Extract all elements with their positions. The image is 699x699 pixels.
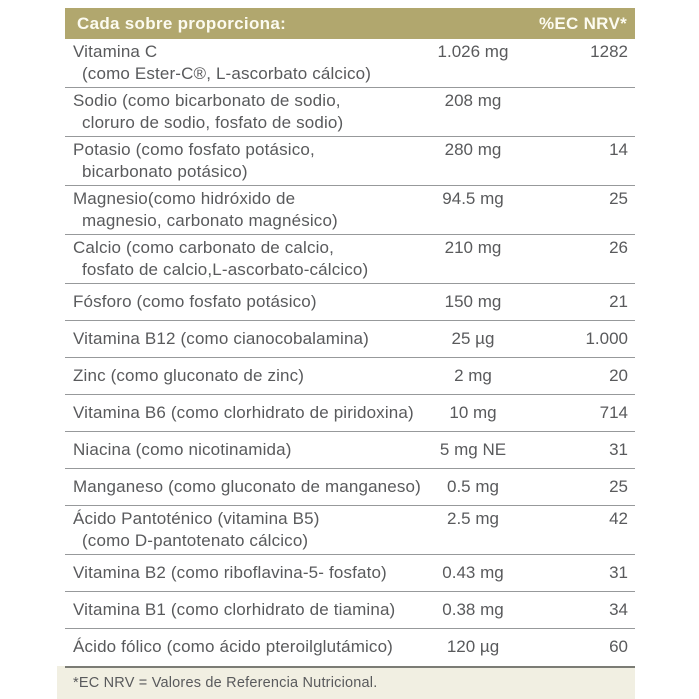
nutrient-nrv: 26 <box>609 238 628 257</box>
nutrient-rows <box>65 39 635 665</box>
table-row <box>65 137 635 186</box>
nutrient-name-line1: Vitamina B2 (como riboflavina-5- fosfato) <box>73 563 387 582</box>
table-row <box>65 592 635 629</box>
nutrient-nrv: 25 <box>609 477 628 496</box>
nutrient-name <box>65 439 423 461</box>
table-header-title: Cada sobre proporciona: <box>77 13 287 33</box>
nutrient-name-line1: Fósforo (como fosfato potásico) <box>73 292 317 311</box>
nutrient-name <box>65 188 423 232</box>
table-header-nrv-label: %EC NRV* <box>538 13 627 33</box>
nutrient-name <box>65 237 423 281</box>
nutrient-amount: 1.026 mg <box>437 42 509 61</box>
nutrient-amount: 5 mg NE <box>439 440 507 459</box>
nutrient-amount: 280 mg <box>444 140 502 159</box>
table-row <box>65 321 635 358</box>
nutrient-name-line1: Vitamina C <box>73 42 158 61</box>
table-row <box>65 358 635 395</box>
nutrient-name-line1: Vitamina B12 (como cianocobalamina) <box>73 329 369 348</box>
nutrient-name <box>65 636 423 658</box>
nutrient-nrv: 1282 <box>590 42 628 61</box>
nutrient-amount: 2.5 mg <box>447 509 499 528</box>
nutrient-name <box>65 599 423 621</box>
footnote-text: *EC NRV = Valores de Referencia Nutricional. <box>73 675 378 691</box>
table-row <box>65 235 635 284</box>
nutrient-amount: 10 mg <box>449 403 497 422</box>
nutrient-name-line2: fosfato de calcio,L-ascorbato-cálcico) <box>82 260 369 279</box>
nutrient-name <box>65 402 423 424</box>
nutrient-amount: 94.5 mg <box>442 189 504 208</box>
table-row <box>65 469 635 506</box>
nutrient-nrv: 60 <box>609 637 628 656</box>
table-row <box>65 186 635 235</box>
nutrient-amount: 0.5 mg <box>447 477 499 496</box>
nutrient-nrv: 14 <box>609 140 628 159</box>
nutrient-amount: 0.43 mg <box>442 563 504 582</box>
nutrient-name <box>65 41 423 85</box>
nutrient-amount: 2 mg <box>454 366 492 385</box>
nutrient-name-line1: Magnesio(como hidróxido de <box>73 189 296 208</box>
nutrient-nrv: 21 <box>609 292 628 311</box>
table-row <box>65 395 635 432</box>
nutrient-name-line1: Zinc (como gluconato de zinc) <box>73 366 305 385</box>
table-row <box>65 506 635 555</box>
nutrient-name-line1: Niacina (como nicotinamida) <box>73 440 292 459</box>
table-row <box>65 432 635 469</box>
nutrient-name-line1: Manganeso (como gluconato de manganeso) <box>73 477 421 496</box>
table-row <box>65 555 635 592</box>
table-row <box>65 39 635 88</box>
nutrient-name <box>65 508 423 552</box>
nutrient-nrv: 1.000 <box>585 329 628 348</box>
nutrient-name <box>65 291 423 313</box>
footnote-divider <box>65 666 635 668</box>
nutrient-name-line1: Calcio (como carbonato de calcio, <box>73 238 335 257</box>
nutrient-nrv: 34 <box>609 600 628 619</box>
table-row <box>65 88 635 137</box>
nutrition-table <box>65 8 635 665</box>
nutrient-name <box>65 562 423 584</box>
nutrient-nrv: 714 <box>599 403 628 422</box>
nutrient-name-line2: cloruro de sodio, fosfato de sodio) <box>82 113 344 132</box>
nutrient-nrv: 31 <box>609 440 628 459</box>
nutrient-name <box>65 365 423 387</box>
nutrient-amount: 120 µg <box>446 637 500 656</box>
nutrient-amount: 208 mg <box>444 91 502 110</box>
nutrient-name <box>65 139 423 183</box>
table-row <box>65 629 635 665</box>
nutrient-name-line1: Vitamina B1 (como clorhidrato de tiamina) <box>73 600 396 619</box>
nutrient-name-line2: magnesio, carbonato magnésico) <box>82 211 338 230</box>
nutrient-amount: 0.38 mg <box>442 600 504 619</box>
table-row <box>65 284 635 321</box>
nutrient-name <box>65 328 423 350</box>
nutrient-amount: 150 mg <box>444 292 502 311</box>
nutrient-nrv: 25 <box>609 189 628 208</box>
nutrient-nrv: 42 <box>609 509 628 528</box>
nutrient-name-line1: Sodio (como bicarbonato de sodio, <box>73 91 341 110</box>
table-header-bar <box>65 8 635 39</box>
nutrient-name-line2: (como Ester-C®, L-ascorbato cálcico) <box>82 64 372 83</box>
nutrient-name-line1: Vitamina B6 (como clorhidrato de piridoxina) <box>73 403 414 422</box>
nutrient-amount: 25 µg <box>451 329 495 348</box>
nutrient-name-line2: (como D-pantotenato cálcico) <box>82 531 309 550</box>
nutrient-name-line1: Potasio (como fosfato potásico, <box>73 140 315 159</box>
nutrient-nrv: 31 <box>609 563 628 582</box>
footnote-bar <box>57 666 635 699</box>
nutrient-amount: 210 mg <box>444 238 502 257</box>
nutrient-nrv: 20 <box>609 366 628 385</box>
nutrient-name <box>65 476 423 498</box>
nutrient-name-line2: bicarbonato potásico) <box>82 162 248 181</box>
nutrient-name <box>65 90 423 134</box>
nutrient-name-line1: Ácido fólico (como ácido pteroilglutámico) <box>73 637 393 656</box>
nutrient-name-line1: Ácido Pantoténico (vitamina B5) <box>73 509 320 528</box>
